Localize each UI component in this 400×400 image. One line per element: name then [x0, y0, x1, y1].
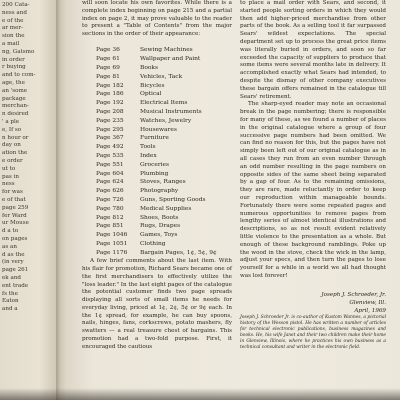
contents-row [82, 73, 232, 82]
contents-page-number: Page 1176 [96, 249, 128, 256]
continuation-paragraph: to place a mail order with Sears, and second, it started people sorting orders in which they would then add higher-priced merchandise from other parts of the book. As a selling tool it far surpassed Sears' wildest expectations. The special department set up to process the great price items was literally buried in orders, and soon so far exceeded the capacity of suppliers to produce that some items were several months late in delivery. It accomplished exactly what Sears had intended, to despite the dismay of other company executives these bargain offers remained in the catalogue till Sears' retirement. [240, 0, 386, 100]
contents-row [82, 91, 232, 100]
contents-row [82, 153, 232, 162]
page-numbering-paragraph: The sharp-eyed reader may note an occasional break in the page numbering; there is responsible for many of these, as we found a number of places in the original catalogue where a group of four successive page numbers had been omitted. We can find no reason for this, but the pages have not simply been left out of our original catalogue as in all cases they run from an even number through an odd number resulting in the page numbers on opposite sides of the same sheet being separated by a gap of four. As to the remaining omissions, they are rare, made reluctantly in order to keep our reproduction within manageable bounds. Fortunately there were some repeated pages and numerous opportunities to remove pages from lengthy series of almost identical illustrations and descriptions, so as not result evident relatively little violence to the presentation as a whole. But enough of these background ramblings. Poke up the wood in the stove, check the wick in the lamp, adjust your specs, and then turn the pages to lose yourself for a while in a world we all had thought was lost forever! [240, 101, 386, 279]
contents-section-title: Furniture [140, 135, 169, 142]
contents-page-number: Page 626 [96, 188, 124, 195]
contents-row [82, 188, 232, 197]
right-column [240, 0, 386, 351]
left-page-text-fragment: e of that [2, 197, 26, 203]
left-page-text-fragment: r buying [2, 64, 26, 71]
bargain-paragraph: A few brief comments about the last item. With his flair for promotion, Richard Sears became one of the first merchandisers to effectively utilize the "loss leader." In the last eight pages of the catalogue the potential customer finds two page spreads displaying all sorts of small items he needs for everyday living, priced at 1¢, 2¢, 5¢ or 9¢ each. In the 1¢ spread, for example, he can buy spoons, nails, hinges, fans, corkscrews, potato mashers, fly swatters — a real treasure chest of bargains. This promotion had a two-fold purpose. First, it encouraged the cautious [82, 258, 232, 350]
left-page-text-fragment: ness [2, 181, 15, 188]
bottom-shadow [0, 388, 400, 400]
contents-section-title: Electrical Items [140, 100, 188, 107]
contents-row [82, 197, 232, 206]
contents-section-title: Plumbing [140, 170, 169, 177]
left-page-text-fragment: page 261 [2, 267, 29, 274]
contents-page-number: Page 726 [96, 197, 124, 204]
contents-row [82, 100, 232, 109]
contents-section-title: Wallpaper and Paint [140, 56, 201, 63]
contents-row [82, 161, 232, 170]
contents-row [82, 205, 232, 214]
contents-page-number: Page 551 [96, 161, 124, 168]
contents-row [82, 223, 232, 232]
contents-page-number: Page 235 [96, 117, 124, 124]
contents-row [82, 214, 232, 223]
catalogue-page [66, 0, 400, 400]
author-bio: Joseph J. Schroeder Jr. is co-author of Kustom Wannes, a pictorial history of the Wesson pistol. He has written a number of articles for technical electronic publications, business magazines and books. He, his wife Janet and their two children make their home in Glenview, Illinois, where he practices his own business as a technical consultant and writer in the electronic field. [240, 314, 386, 350]
left-page-text-fragment: ' a ple [2, 119, 20, 125]
signature-block [240, 291, 386, 315]
contents-section-title: Housewares [140, 126, 177, 133]
contents-section-title: Groceries [140, 161, 170, 168]
left-page-text-fragment: ek and [2, 275, 21, 281]
contents-page-number: Page 535 [96, 153, 124, 160]
left-page-text-fragment: ut to [2, 165, 16, 172]
left-page-text-fragment: merchan- [2, 103, 29, 110]
left-page-text-fragment: and a [2, 306, 18, 313]
contents-section-title: Index [140, 153, 157, 160]
contents-page-number: Page 1051 [96, 241, 128, 248]
contents-row [82, 117, 232, 126]
contents-page-number: Page 61 [96, 56, 120, 63]
previous-page-edge [0, 0, 56, 400]
contents-row [82, 179, 232, 188]
contents-section-title: Watches, Jewelry [140, 117, 192, 124]
contents-section-title: Rugs, Drapes [140, 223, 181, 230]
contents-section-title: Games, Toys [140, 232, 178, 239]
book-gutter [56, 0, 66, 400]
contents-page-number: Page 295 [96, 126, 124, 133]
contents-page-number: Page 1046 [96, 232, 128, 239]
contents-section-title: Vehicles, Tack [140, 73, 183, 80]
left-page-text-fragment: (in very [2, 259, 24, 266]
contents-page-number: Page 192 [96, 100, 124, 107]
contents-row [82, 144, 232, 153]
contents-page-number: Page 812 [96, 214, 124, 221]
contents-row [82, 47, 232, 56]
contents-section-title: Photography [140, 188, 179, 195]
contents-section-title: Books [140, 65, 159, 72]
contents-page-number: Page 81 [96, 73, 120, 80]
contents-page-number: Page 186 [96, 91, 124, 98]
left-page-text-fragment: as an [2, 243, 17, 250]
contents-section-title: Sewing Machines [140, 47, 193, 54]
left-page-text-fragment: n desired [2, 111, 29, 118]
left-page-text-fragment: fs the [2, 290, 18, 297]
contents-row [82, 135, 232, 144]
contents-page-number: Page 780 [96, 205, 124, 212]
contents-section-title: Musical Instruments [140, 109, 202, 116]
left-page-text-fragment: ent trade [2, 282, 29, 289]
left-page-text-fragment: 200 Cata- [2, 2, 30, 8]
left-page-text-fragment: Eaton [2, 298, 19, 305]
contents-row [82, 56, 232, 65]
contents-page-number: Page 208 [96, 109, 124, 116]
contents-page-number: Page 604 [96, 170, 124, 177]
contents-section-title: Medical Supplies [140, 205, 192, 212]
signature-place: Glenview, Ill. [349, 299, 386, 306]
contents-page-number: Page 851 [96, 223, 124, 230]
contents-row [82, 170, 232, 179]
contents-list [82, 47, 232, 258]
contents-row [82, 232, 232, 241]
left-page-text-fragment: ness and [2, 9, 27, 16]
contents-section-title: Bicycles [140, 82, 165, 89]
left-page-text-fragment: e order [2, 158, 23, 164]
intro-paragraph: will soon locate his own favorites. While there is a complete index beginning on page 215 and a partial index on page 2, it may prove valuable to the reader to present a "Table of Contents" from the major sections in the order of their appearance: [82, 0, 232, 38]
left-column [82, 0, 232, 352]
contents-section-title: Guns, Sporting Goods [140, 197, 206, 204]
contents-section-title: Bargain Pages, 1¢, 5¢, 9¢ [140, 249, 217, 256]
left-page-text-fragment: in order [2, 56, 25, 63]
contents-row [82, 241, 232, 250]
left-page-text-fragment: n hour or [2, 134, 29, 141]
left-page-text-fragment: day on [2, 142, 21, 149]
left-page-text-fragment: and to com- [2, 72, 36, 79]
contents-row [82, 126, 232, 135]
left-page-text-fragment: sion the [2, 33, 25, 40]
contents-page-number: Page 492 [96, 144, 124, 151]
left-page-text-fragment: a mail [2, 41, 20, 47]
left-page-text-fragment: ar mer- [2, 25, 23, 32]
left-page-text-fragment: d a to [2, 228, 19, 235]
left-page-text-fragment: for was [2, 189, 23, 196]
left-page-text-fragment: ur Mouse [2, 220, 29, 227]
left-page-text-fragment: d as the [2, 251, 25, 258]
left-page-text-fragment: e, If so [2, 126, 22, 133]
left-page-text-fragment: age, the [2, 80, 25, 86]
left-page-text-fragment: ng, Gatsmo [2, 48, 35, 55]
contents-row [82, 82, 232, 91]
contents-page-number: Page 367 [96, 135, 124, 142]
contents-row [82, 109, 232, 118]
left-page-text-fragment: e of the [2, 17, 24, 24]
contents-page-number: Page 624 [96, 179, 124, 186]
contents-page-number: Page 182 [96, 82, 124, 89]
contents-row [82, 249, 232, 258]
left-page-text-fragment: page 259 [2, 204, 29, 211]
contents-page-number: Page 36 [96, 47, 120, 54]
signature-date: April, 1969 [354, 307, 386, 314]
contents-section-title: Shoes, Boots [140, 214, 179, 221]
contents-page-number: Page 69 [96, 65, 120, 72]
left-page-text-fragment: an 'some [2, 87, 28, 94]
contents-section-title: Clothing [140, 241, 166, 248]
left-page-text-fragment: package [2, 95, 26, 102]
contents-section-title: Optical [140, 91, 162, 98]
left-page-text-fragment: ation the [2, 150, 28, 157]
left-page-text-fragment: fer Ward [2, 212, 27, 219]
signature-name: Joseph J. Schroeder, Jr. [321, 291, 386, 298]
left-page-text-fragment: pas in [2, 173, 19, 180]
left-page-text-fragment: on pages [2, 236, 28, 242]
contents-section-title: Tools [140, 144, 156, 151]
contents-section-title: Stoves, Ranges [140, 179, 186, 186]
contents-row [82, 65, 232, 74]
